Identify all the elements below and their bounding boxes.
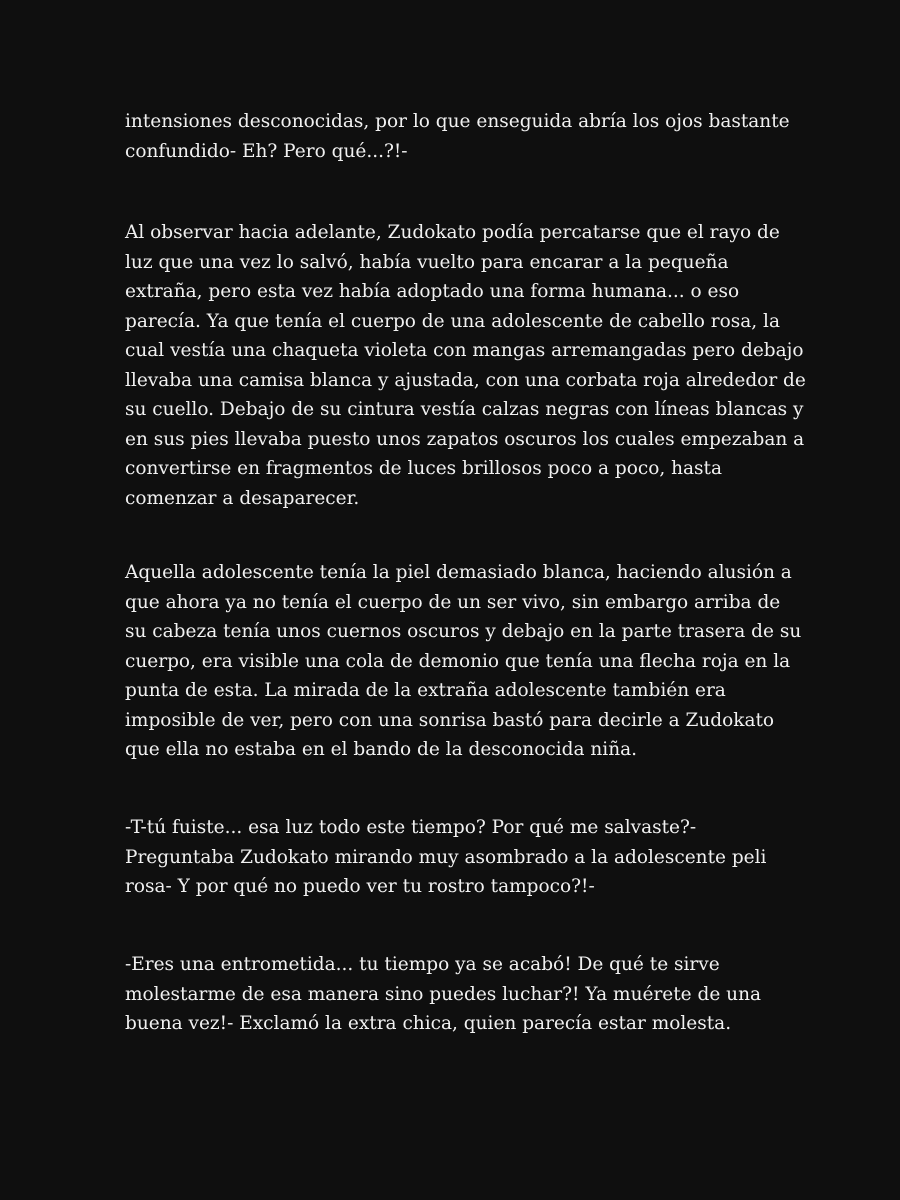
text-line: Aquella adolescente tenía la piel demasiado blanca, haciendo alusión a <box>125 562 792 583</box>
text-line: confundido- Eh? Pero qué...?!- <box>125 140 408 162</box>
text-line: luz que una vez lo salvó, había vuelto para encarar a la pequeña <box>125 251 729 273</box>
text-line: cual vestía una chaqueta violeta con mangas arremangadas pero debajo <box>125 340 804 361</box>
text-line: comenzar a desaparecer. <box>125 487 360 509</box>
text-line: extraña, pero esta vez había adoptado una forma humana... o eso <box>125 281 740 302</box>
text-line: punta de esta. La mirada de la extraña adolescente también era <box>125 680 726 701</box>
text-line: que ahora ya no tenía el cuerpo de un ser vivo, sin embargo arriba de <box>125 591 781 613</box>
paragraph-1 <box>125 107 790 166</box>
text-line: Preguntaba Zudokato mirando muy asombrado a la adolescente peli <box>125 846 767 868</box>
text-line: parecía. Ya que tenía el cuerpo de una adolescente de cabello rosa, la <box>125 310 780 332</box>
paragraph-2 <box>125 218 806 513</box>
text-line: cuerpo, era visible una cola de demonio que tenía una flecha roja en la <box>125 650 791 672</box>
paragraph-3 <box>125 558 801 765</box>
text-line: su cuello. Debajo de su cintura vestía calzas negras con líneas blancas y <box>125 399 804 420</box>
text-line: convertirse en fragmentos de luces brillosos poco a poco, hasta <box>125 458 723 479</box>
text-line: en sus pies llevaba puesto unos zapatos oscuros los cuales empezaban a <box>125 428 805 450</box>
text-line: -T-tú fuiste... esa luz todo este tiempo? Por qué me salvaste?- <box>125 817 697 838</box>
text-line: imposible de ver, pero con una sonrisa bastó para decirle a Zudokato <box>125 709 775 731</box>
paragraph-4 <box>125 813 766 902</box>
text-line: Al observar hacia adelante, Zudokato podía percatarse que el rayo de <box>125 222 780 243</box>
text-line: su cabeza tenía unos cuernos oscuros y debajo en la parte trasera de su <box>125 621 802 642</box>
text-line: que ella no estaba en el bando de la desconocida niña. <box>125 739 638 760</box>
paragraph-5 <box>125 950 761 1039</box>
text-line: molestarme de esa manera sino puedes luchar?! Ya muérete de una <box>125 983 762 1005</box>
text-line: buena vez!- Exclamó la extra chica, quien parecía estar molesta. <box>125 1013 732 1034</box>
text-line: llevaba una camisa blanca y ajustada, con una corbata roja alrededor de <box>125 369 806 391</box>
text-line: intensiones desconocidas, por lo que enseguida abría los ojos bastante <box>125 111 790 132</box>
text-line: rosa- Y por qué no puedo ver tu rostro tampoco?!- <box>125 876 595 897</box>
text-line: -Eres una entrometida... tu tiempo ya se acabó! De qué te sirve <box>125 954 720 975</box>
